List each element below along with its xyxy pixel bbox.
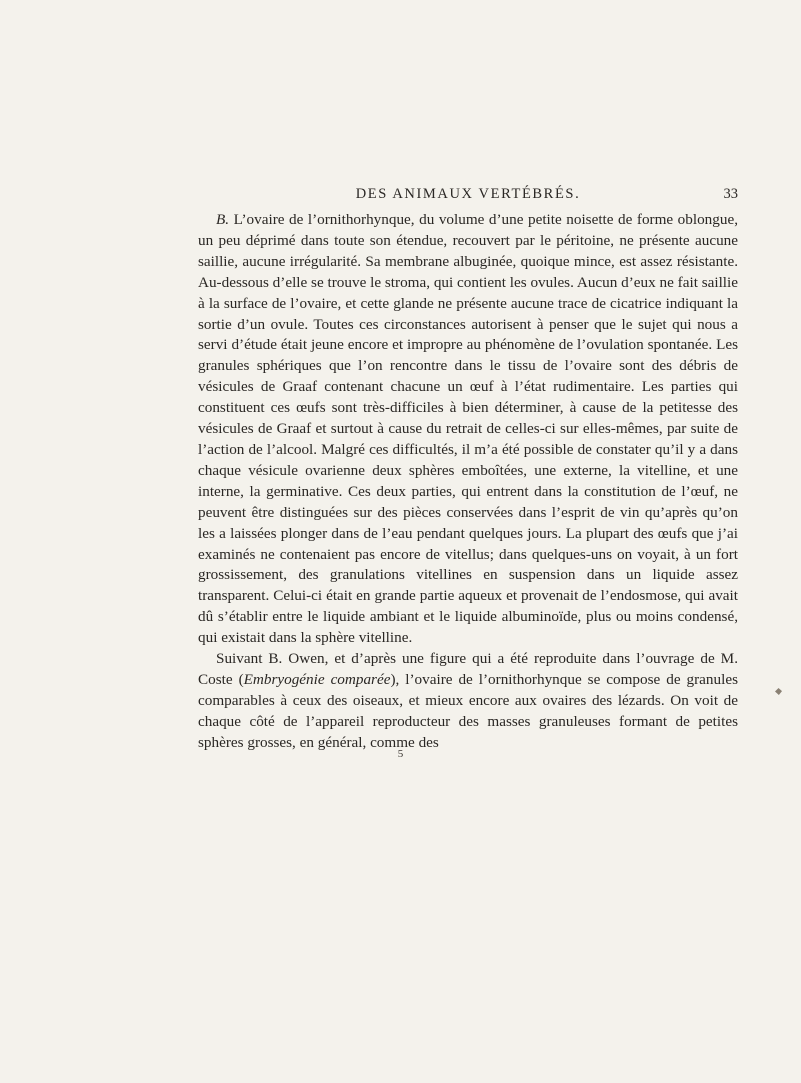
signature-mark: 5 [397,748,404,760]
page-number: 33 [723,186,738,202]
paragraph-text: L’ovaire de l’ornithorhynque, du volume d’une petite noisette de forme oblongue, un peu déprimé dans toute son étendue, recouvert par le péritoine, ne présente aucune saillie, aucune irrégularité. Sa membrane albuginée, quoique mince, est assez résistante. Au-dessous d’elle se trouve le stroma, qui contient les ovules. Aucun d’eux ne fait saillie à la surface de l’ovaire, et cette glande ne présente aucune trace de cicatrice indiquant la sortie d’un ovule. Toutes ces circonstances autorisent à penser que le sujet qui nous a servi d’étude était jeune encore et impropre au phénomène de l’ovulation spontanée. Les granules sphériques que l’on rencontre dans le tissu de l’ovaire sont des débris de vésicules de Graaf contenant chacune un œuf à l’état rudimentaire. Les parties qui constituent ces œufs sont très-difficiles à bien déterminer, à cause de la petitesse des vésicules de Graaf et surtout à cause du retrait de celles-ci sur elles-mêmes, par suite de l’action de l’alcool. Malgré ces difficultés, il m’a été possible de constater qu’il y a dans chaque vésicule ovarienne deux sphères emboîtées, une externe, la vitelline, et une interne, la germinative. Ces deux parties, qui entrent dans la constitution de l’œuf, ne peuvent être distinguées sur des pièces conservées dans l’esprit de vin qu’après qu’on les a laissées plonger dans de l’eau pendant quelques jours. La plupart des œufs que j’ai examinés ne contenaient pas encore de vitellus; dans quelques-uns on voyait, à un fort grossissement, des granulations vitellines en suspension dans un liquide assez transparent. Celui-ci était en grande partie aqueux et provenait de l’endosmose, qui avait dû s’établir entre le liquide ambiant et le liquide albuminoïde, plus ou moins condensé, qui existait dans la sphère vitelline. [198,211,738,647]
paragraph-ovary-description [198,210,738,649]
running-title: DES ANIMAUX VERTÉBRÉS. [355,186,581,202]
paragraph-text-end: ), l’ovaire de l’ornithorhynque se compose de granules comparables à ceux des oiseaux, et mieux encore aux ovaires des lézards. On voit de chaque côté de l’appareil reproducteur des masses granuleuses formant de petites sphères grosses, en général, comme des [198,670,738,751]
paragraph-text-start: Suivant B. Owen, et d’après une figure qui a été reproduite dans l’ouvrage de M. Coste ( [198,650,738,688]
running-head [198,186,738,208]
paragraph-owen-citation [198,649,738,754]
paper-speck [775,688,782,695]
cited-book-title: Embryogénie comparée [243,670,391,688]
body-text [198,210,738,754]
paragraph-label: B. [216,211,230,228]
